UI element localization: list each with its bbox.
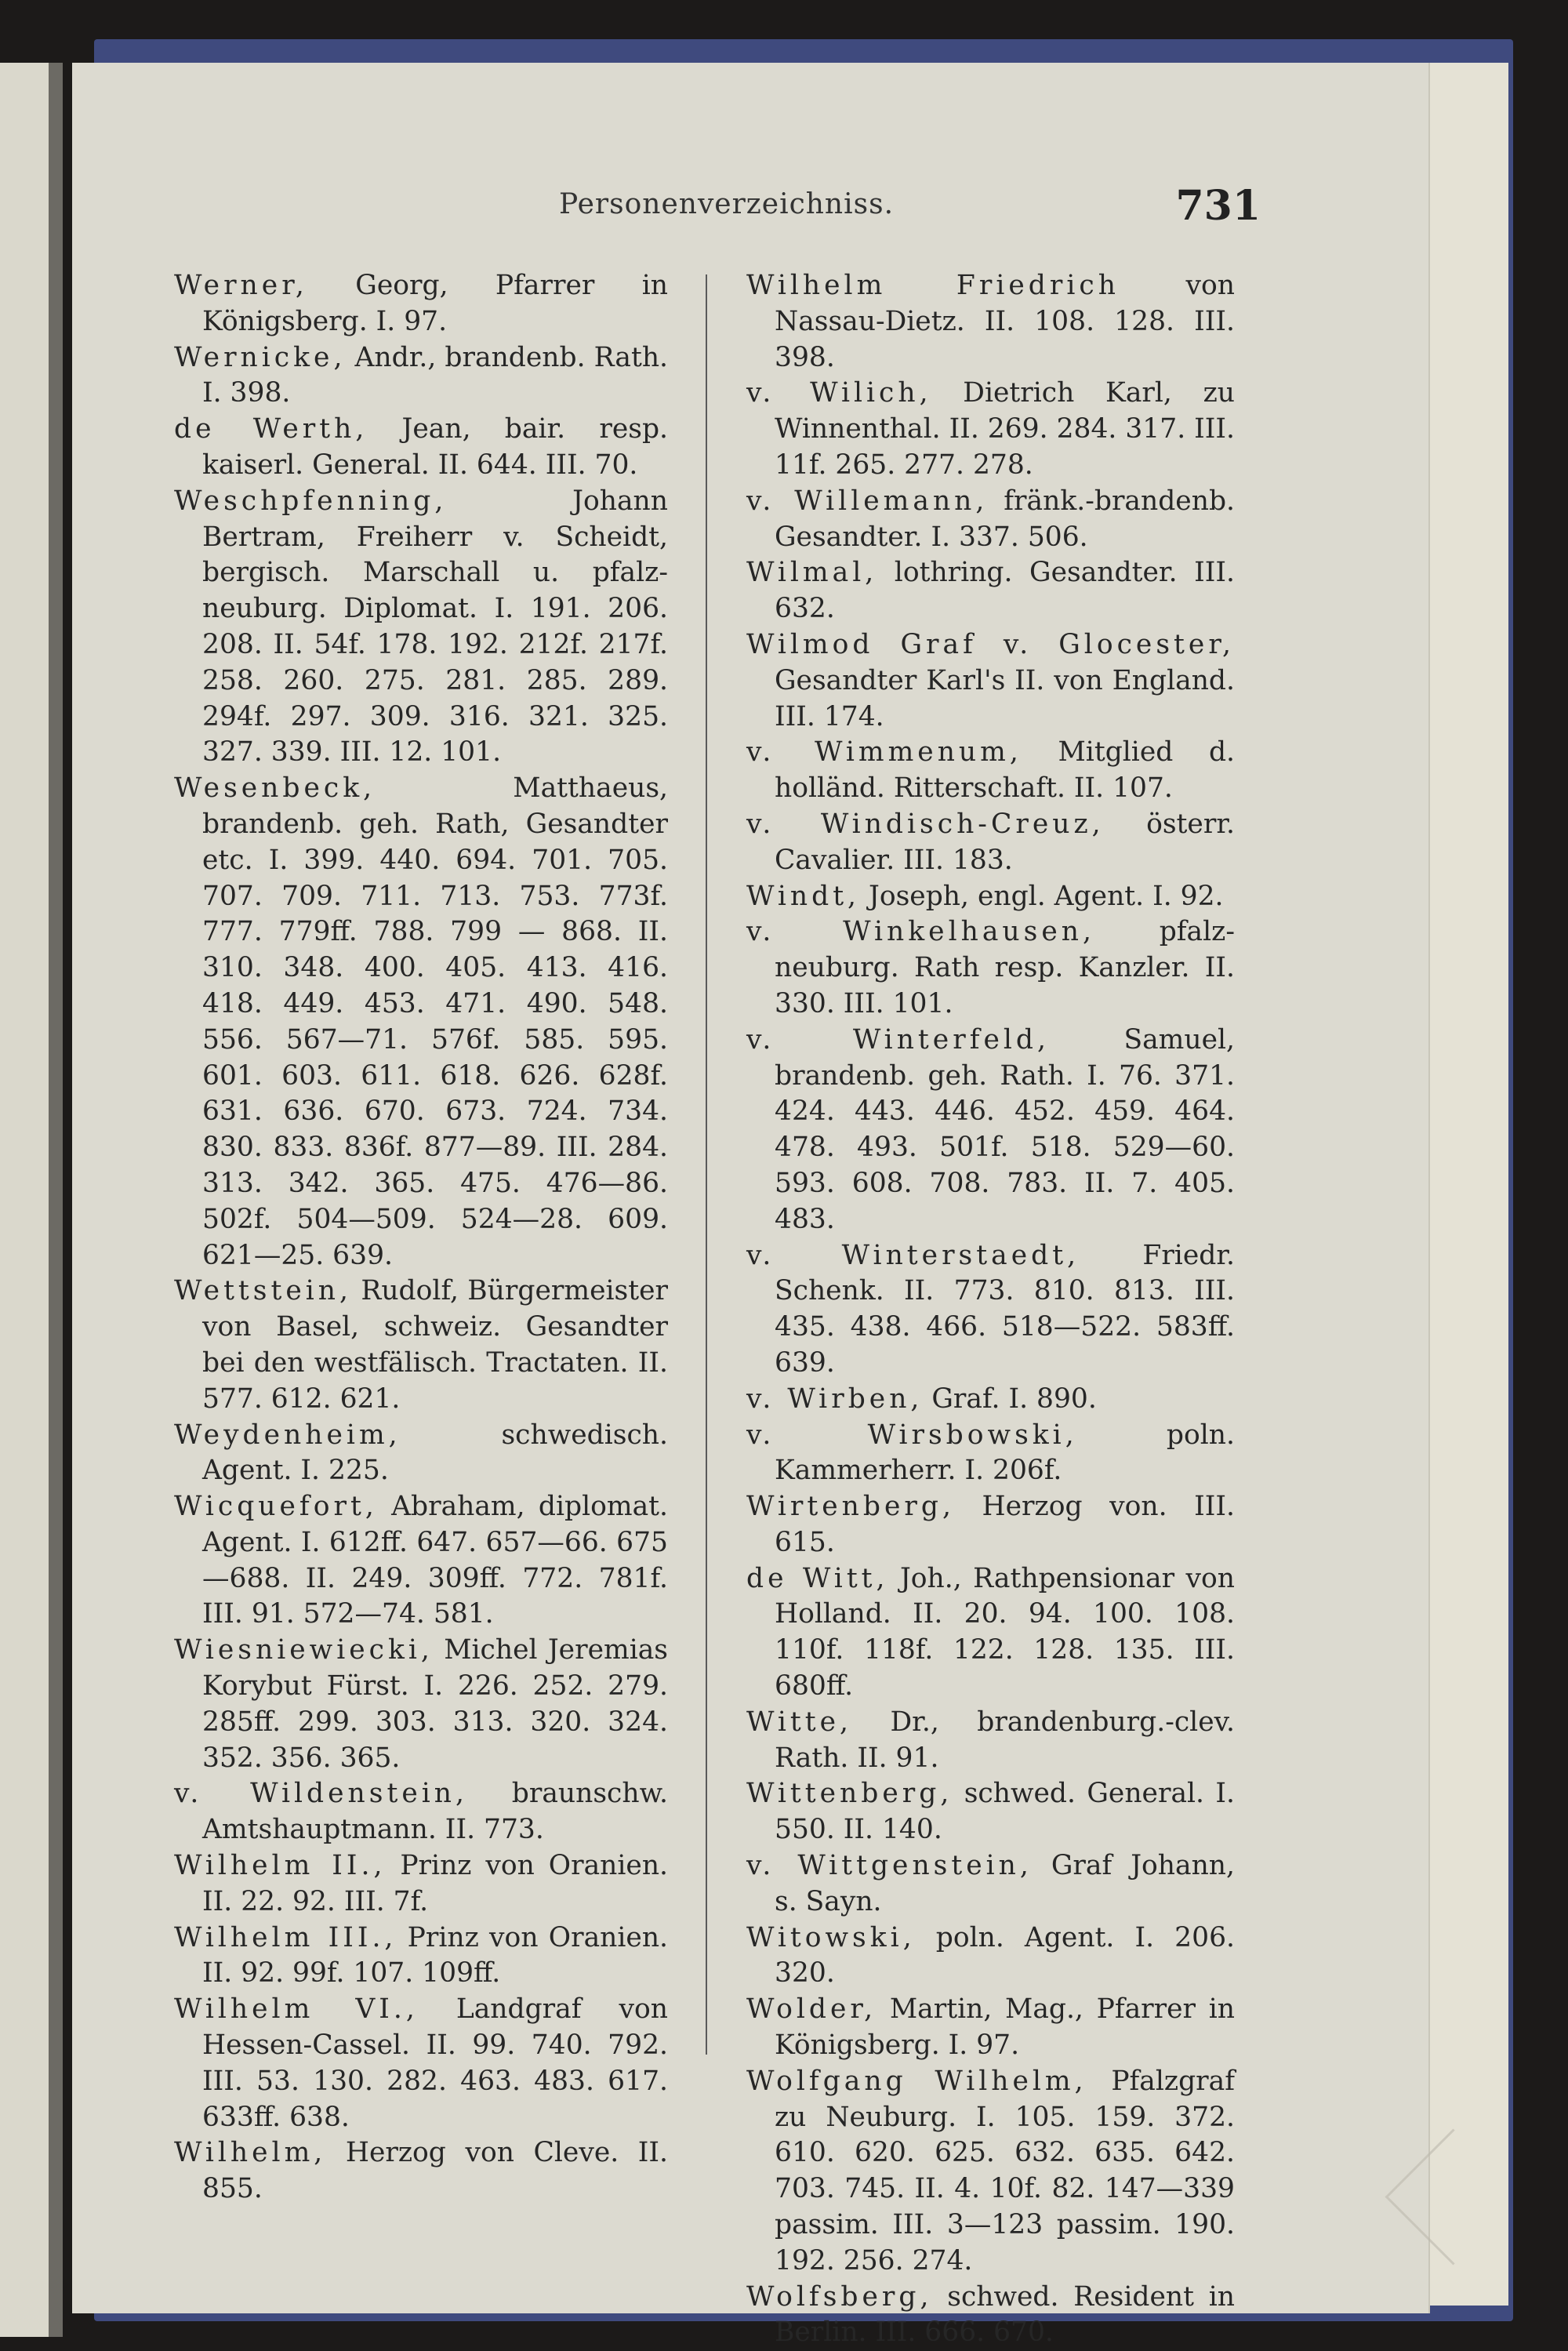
entry-name: Wilhelm, xyxy=(174,2137,327,2169)
entry-text: Herzog von. III. 615. xyxy=(775,1491,1235,1558)
index-entry xyxy=(746,268,1235,376)
entry-text: Friedr. Schenk. II. 773. 810. 813. III. 435. 438. 466. 518—522. 583ff. 639. xyxy=(775,1239,1236,1379)
entry-text: von Nassau-Dietz. II. 108. 128. III. 398. xyxy=(775,270,1236,373)
entry-name: v. Wilich, xyxy=(746,377,932,409)
entry-name: v. Willemann, xyxy=(746,485,989,517)
index-entry xyxy=(746,879,1235,915)
index-column-right xyxy=(746,268,1235,2351)
index-entry xyxy=(174,1920,668,1993)
entry-name: de Werth, xyxy=(174,413,368,445)
index-entry xyxy=(746,1489,1235,1561)
index-column-left xyxy=(174,268,668,2207)
entry-name: de Witt, xyxy=(746,1562,889,1594)
index-entry xyxy=(174,484,668,771)
index-entry xyxy=(746,484,1235,556)
entry-name: v. Wittgenstein, xyxy=(746,1850,1033,1882)
entry-name: Wittenberg, xyxy=(746,1778,953,1810)
entry-name: Wesenbeck, xyxy=(174,772,376,805)
entry-text: poln. Agent. I. 206. 320. xyxy=(775,1921,1235,1989)
binding-shadow xyxy=(49,63,63,2337)
index-entry xyxy=(174,1776,668,1848)
index-entry xyxy=(746,1992,1235,2064)
entry-text: Samuel, brandenb. geh. Rath. I. 76. 371. 424. 443. 446. 452. 459. 464. 478. 493. 501f. 518. 529—60. 593. 608. 708. 783. II. 7. 405. 483. xyxy=(775,1023,1236,1235)
entry-text: Abraham, diplomat. Agent. I. 612ff. 647. 657—66. 675—688. II. 249. 309ff. 772. 781f. III. 91. 572—74. 581. xyxy=(202,1491,668,1630)
entry-name: Wilhelm III., xyxy=(174,1921,397,1953)
index-entry xyxy=(746,2280,1235,2351)
entry-text: Graf. I. 890. xyxy=(931,1383,1097,1415)
entry-text: lothring. Gesandter. III. 632. xyxy=(775,557,1235,625)
column-divider xyxy=(706,274,707,2055)
index-entry xyxy=(746,735,1235,807)
entry-name: v. Winkelhausen, xyxy=(746,916,1095,948)
page-number: 731 xyxy=(1175,182,1261,230)
entry-name: Weydenheim, xyxy=(174,1419,401,1451)
entry-text: Rudolf, Bürgermeister von Basel, schweiz. Gesandter bei den westfälisch. Tractaten. II. 577. 612. 621. xyxy=(202,1275,669,1415)
index-entry xyxy=(174,1633,668,1776)
entry-name: v. Winterstaedt, xyxy=(746,1239,1080,1271)
entry-name: Wilmal, xyxy=(746,557,878,589)
entry-text: Landgraf von Hessen-Cassel. II. 99. 740. 792. III. 53. 130. 282. 463. 483. 617. 633ff. 638. xyxy=(202,1993,668,2133)
entry-name: Witowski, xyxy=(746,1921,916,1953)
entry-name: Wolfgang Wilhelm, xyxy=(746,2065,1087,2097)
entry-text: schwedisch. Agent. I. 225. xyxy=(202,1419,668,1487)
entry-name: v. Winterfeld, xyxy=(746,1023,1050,1056)
entry-text: schwed. Resident in Berlin. III. 666. 670. xyxy=(775,2280,1235,2349)
entry-name: Wicquefort, xyxy=(174,1491,378,1523)
entry-text: Matthaeus, brandenb. geh. Rath, Gesandter etc. I. 399. 440. 694. 701. 705. 707. 709. 711. 713. 753. 773f. 777. 779ff. 788. 799 — 868. II. 310. 348. 400. 405. 413. 416. 418. 449. 453. 471. 490. 548. 556. 567—71. 576f. 585. 595. 601. 603. 611. 618. 626. 628f. 631. 636. 670. 673. 724. 734. 830. 833. 836f. 877—89. III. 284. 313. 342. 365. 475. 476—86. 502f. 504—509. 524—28. 609. 621—25. 639. xyxy=(202,772,668,1271)
index-entry xyxy=(174,1992,668,2135)
entry-name: Wilhelm VI., xyxy=(174,1993,419,2026)
index-entry xyxy=(174,1418,668,1490)
entry-text: Prinz von Oranien. II. 22. 92. III. 7f. xyxy=(202,1850,668,1917)
entry-name: Weschpfenning, xyxy=(174,485,448,517)
entry-text: poln. Kammerherr. I. 206f. xyxy=(775,1419,1235,1487)
entry-text: österr. Cavalier. III. 183. xyxy=(775,808,1235,876)
entry-text: Joseph, engl. Agent. I. 92. xyxy=(869,880,1224,912)
index-entry xyxy=(174,771,668,1274)
entry-name: Witte, xyxy=(746,1706,852,1738)
index-entry xyxy=(746,1561,1235,1705)
index-entry xyxy=(746,807,1235,879)
entry-name: Wilhelm Friedrich xyxy=(746,270,1120,301)
entry-name: Wilmod Graf v. Glocester, xyxy=(746,628,1235,660)
entry-text: Johann Bertram, Freiherr v. Scheidt, bergisch. Marschall u. pfalz-neuburg. Diplomat. I. 191. 206. 208. II. 54f. 178. 192. 212f. 217f. 258. 260. 275. 281. 285. 289. 294f. 297. 309. 316. 321. 325. 327. 339. III. 12. 101. xyxy=(202,485,668,769)
entry-name: Windt, xyxy=(746,880,861,912)
entry-text: Gesandter Karl's II. von England. III. 174. xyxy=(775,664,1235,732)
entry-text: Michel Jeremias Korybut Fürst. I. 226. 252. 279. 285ff. 299. 303. 313. 320. 324. 352. 356. 365. xyxy=(202,1634,669,1774)
entry-text: fränk.-brandenb. Gesandter. I. 337. 506. xyxy=(775,485,1235,553)
entry-text: Andr., brandenb. Rath. I. 398. xyxy=(202,341,669,409)
entry-name: Wernicke, xyxy=(174,341,347,373)
index-entry xyxy=(746,555,1235,627)
index-entry xyxy=(746,1382,1235,1418)
entry-name: v. Windisch-Creuz, xyxy=(746,808,1105,840)
index-entry xyxy=(746,1238,1235,1382)
entry-name: Wiesniewiecki, xyxy=(174,1634,434,1666)
index-entry xyxy=(746,1418,1235,1490)
index-entry xyxy=(174,1489,668,1633)
entry-text: Joh., Rathpensionar von Holland. II. 20. 94. 100. 108. 110f. 118f. 122. 128. 135. III. 680ff. xyxy=(775,1562,1235,1702)
index-entry xyxy=(746,2064,1235,2280)
entry-name: Wettstein, xyxy=(174,1275,352,1307)
entry-text: braunschw. Amtshauptmann. II. 773. xyxy=(202,1778,668,1846)
entry-text: Jean, bair. resp. kaiserl. General. II. 644. III. 70. xyxy=(202,413,668,481)
entry-text: schwed. General. I. 550. II. 140. xyxy=(775,1778,1235,1846)
index-entry xyxy=(746,1705,1235,1777)
index-entry xyxy=(746,914,1235,1022)
entry-text: Dietrich Karl, zu Winnenthal. II. 269. 284. 317. III. 11f. 265. 277. 278. xyxy=(775,377,1236,481)
entry-text: Martin, Mag., Pfarrer in Königsberg. I. 97. xyxy=(775,1993,1236,2062)
index-entry xyxy=(746,1023,1235,1238)
index-entry xyxy=(746,1776,1235,1848)
entry-text: Mitglied d. holländ. Ritterschaft. II. 107. xyxy=(775,736,1236,805)
entry-name: v. Wildenstein, xyxy=(174,1778,468,1810)
index-entry xyxy=(174,412,668,484)
entry-name: v. Wirben, xyxy=(746,1383,924,1415)
entry-text: Pfalzgraf zu Neuburg. I. 105. 159. 372. 610. 620. 625. 632. 635. 642. 703. 745. II. 4. 10f. 82. 147—339 passim. III. 3—123 passim. 190. 192. 256. 274. xyxy=(775,2065,1236,2277)
index-entry xyxy=(174,340,668,412)
index-entry xyxy=(174,268,668,340)
index-entry xyxy=(746,376,1235,483)
entry-text: Prinz von Oranien. II. 92. 99f. 107. 109ff. xyxy=(202,1921,668,1989)
entry-name: v. Wirsbowski, xyxy=(746,1419,1078,1451)
entry-name: Wirtenberg, xyxy=(746,1491,955,1523)
entry-name: Wolfsberg, xyxy=(746,2280,933,2313)
entry-text: Graf Johann, s. Sayn. xyxy=(775,1850,1235,1917)
index-entry xyxy=(746,627,1235,735)
entry-name: Wilhelm II., xyxy=(174,1850,387,1882)
index-entry xyxy=(174,1274,668,1417)
entry-text: Dr., brandenburg.-clev. Rath. II. 91. xyxy=(775,1706,1235,1774)
entry-name: Werner, xyxy=(174,270,308,301)
index-entry xyxy=(174,2135,668,2207)
index-entry xyxy=(174,1848,668,1920)
index-entry xyxy=(746,1920,1235,1993)
index-entry xyxy=(746,1848,1235,1920)
entry-text: pfalz-neuburg. Rath resp. Kanzler. II. 330. III. 101. xyxy=(775,916,1235,1019)
entry-name: v. Wimmenum, xyxy=(746,736,1022,769)
entry-text: Georg, Pfarrer in Königsberg. I. 97. xyxy=(202,270,669,337)
entry-text: Herzog von Cleve. II. 855. xyxy=(202,2137,669,2205)
page-header-title: Personenverzeichniss. xyxy=(559,188,895,220)
entry-name: Wolder, xyxy=(746,1993,877,2026)
